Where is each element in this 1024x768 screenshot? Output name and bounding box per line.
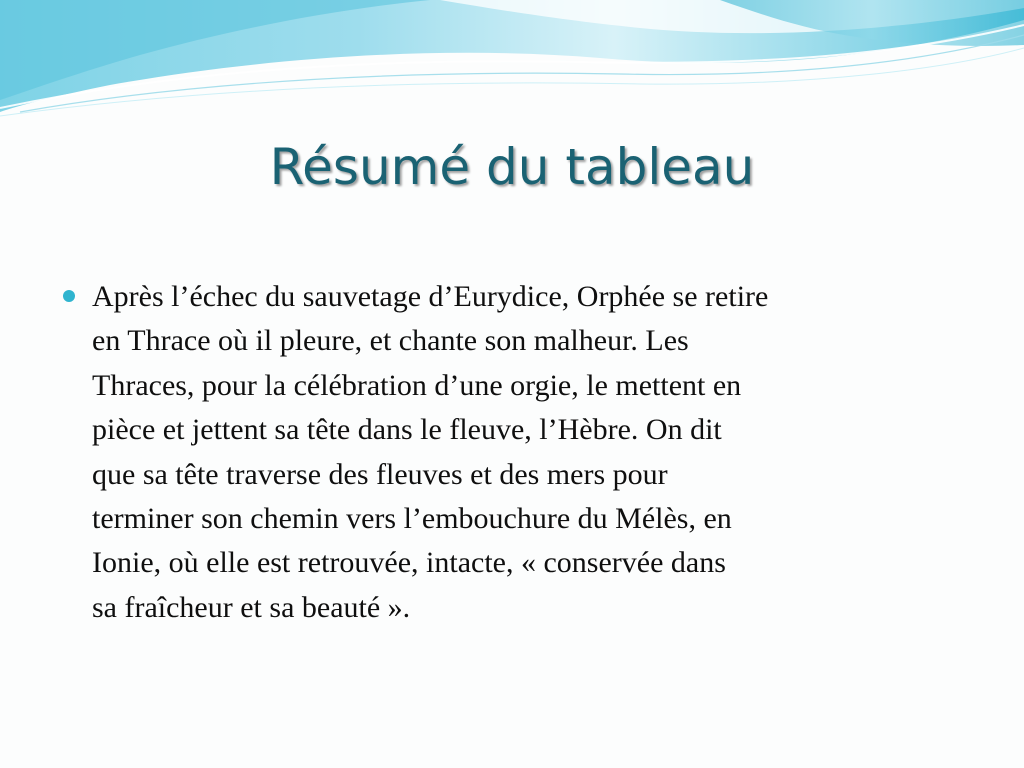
wave-header-decoration (0, 0, 1024, 130)
bullet-list (92, 275, 972, 630)
bullet-text-line: terminer son chemin vers l’embouchure du Mélès, en (92, 502, 732, 536)
bullet-text-line: Ionie, où elle est retrouvée, intacte, « conservée dans (92, 546, 726, 580)
bullet-text-line: que sa tête traverse des fleuves et des mers pour (92, 457, 668, 491)
bullet-text-line: sa fraîcheur et sa beauté ». (92, 590, 411, 624)
bullet-dot-icon (63, 290, 75, 302)
bullet-item (92, 275, 972, 630)
slide-title: Résumé du tableau (269, 138, 755, 196)
bullet-text-line: Thraces, pour la célébration d’une orgie, le mettent en (92, 368, 742, 402)
bullet-text-line: pièce et jettent sa tête dans le fleuve, l’Hèbre. On dit (92, 413, 722, 447)
bullet-text-line: en Thrace où il pleure, et chante son malheur. Les (92, 324, 689, 358)
bullet-text-line: Après l’échec du sauvetage d’Eurydice, Orphée se retire (92, 280, 769, 313)
